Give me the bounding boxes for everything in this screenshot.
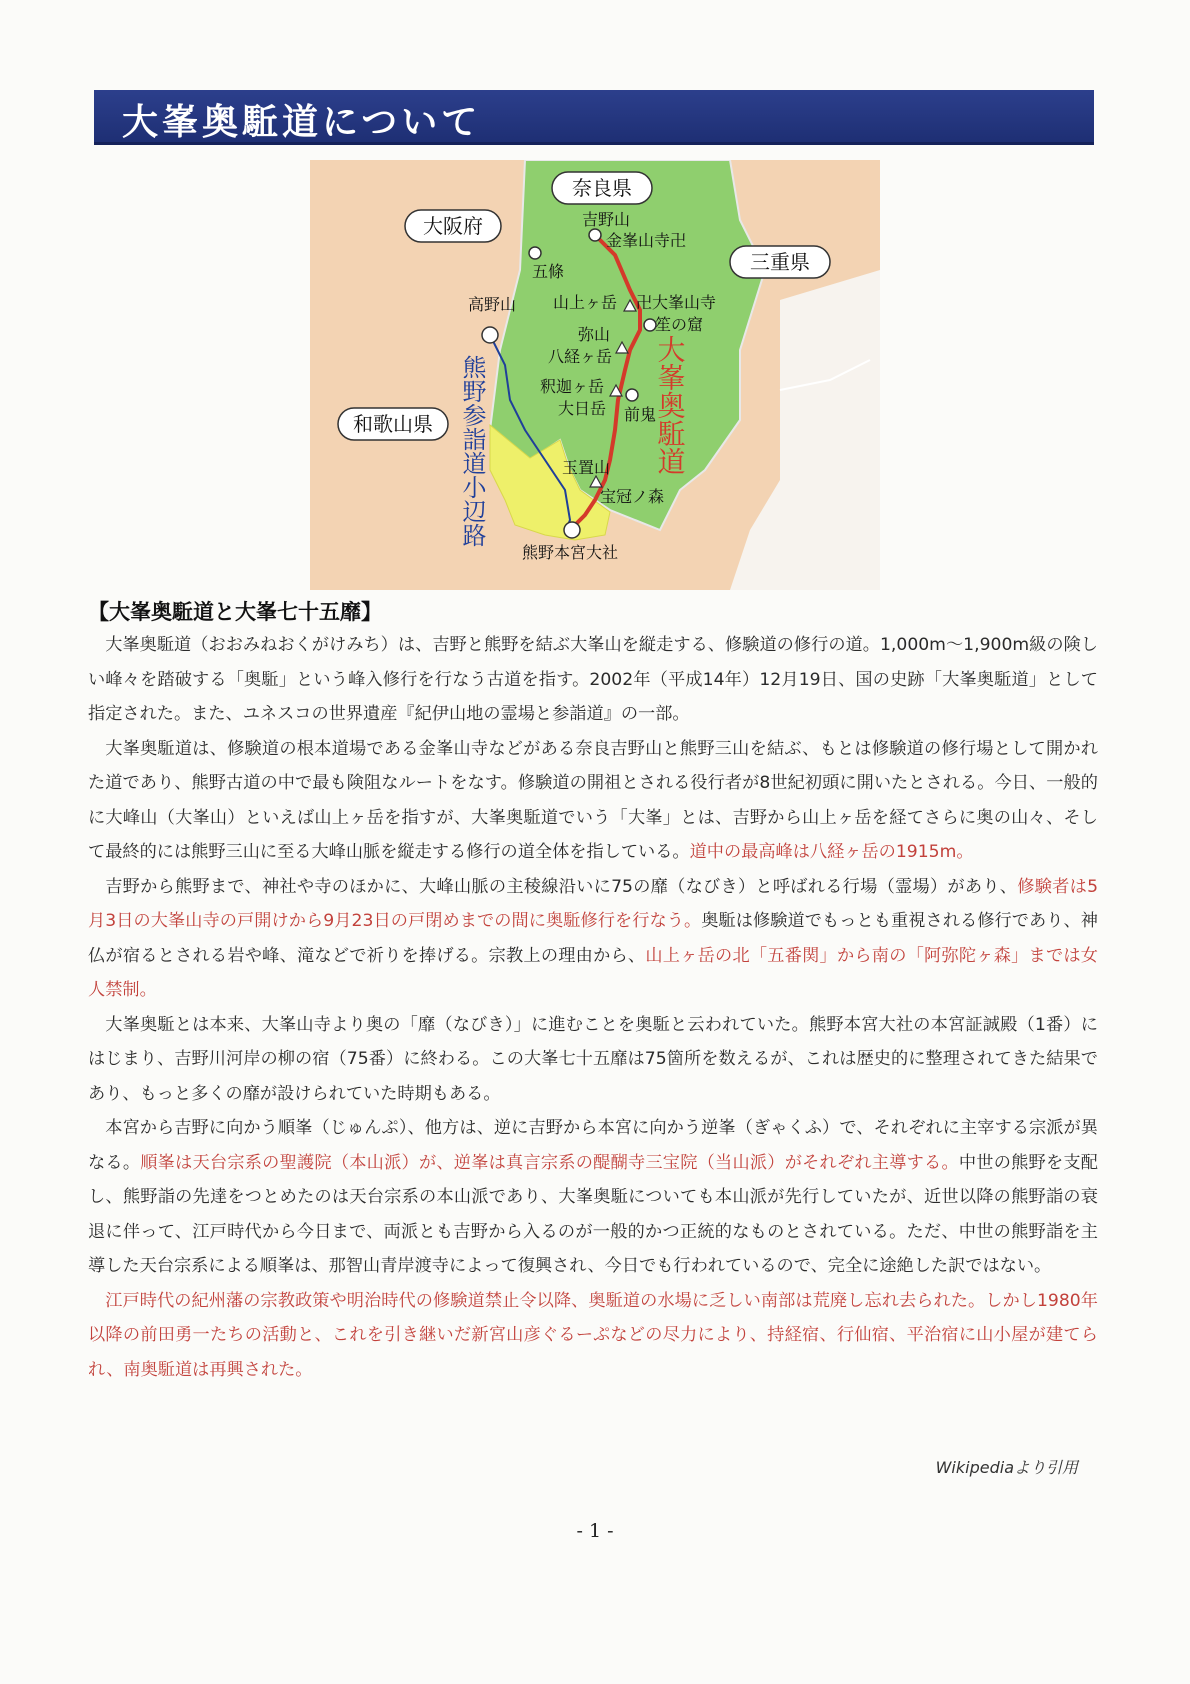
highlight-text: 江戸時代の紀州藩の宗教政策や明治時代の修験道禁止令以降、奥駈道の水場に乏しい南部は荒廃し忘れ去られた。しかし1980年以降の前田勇一たちの活動と、これを引き継いだ新宮山彦ぐるーぷなどの尽力により、持経宿、行仙宿、平治宿に山小屋が建てられ、南奥駈道は再興された。 xyxy=(88,1290,1098,1380)
body-text: 中世の熊野を支配し、熊野詣の先達をつとめたのは天台宗系の本山派であり、大峯奥駈についても本山派が先行していたが、近世以降の熊野詣の衰退に伴って、江戸時代から今日まで、両派とも吉野から入るのが一般的かつ正統的なものとされている。ただ、中世の熊野詣を主導した天台宗系による順峯は、那智山青岸渡寺によって復興され、今日でも行われているので、完全に途絶した訳ではない。 xyxy=(88,1152,1098,1276)
kinpusenji-label: 金峯山寺卍 xyxy=(606,231,687,250)
body-text: 大峯奥駈とは本来、大峯山寺より奥の「靡（なびき）」に進むことを奥駈と云われていた。熊野本宮大社の本宮証誠殿（1番）にはじまり、吉野川河岸の柳の宿（75番）に終わる。この大峯七十五靡は75箇所を数えるが、これは歴史的に整理されてきた結果であり、もっと多くの靡が設けられていた時期もある。 xyxy=(88,1014,1098,1104)
hongutaisha-label: 熊野本宮大社 xyxy=(522,543,619,562)
body-text: 吉野から熊野まで、神社や寺のほかに、大峰山脈の主稜線沿いに75の靡（なびき）と呼ばれる行場（霊場）があり、 xyxy=(105,876,1018,897)
dainichidake-label: 大日岳 xyxy=(558,399,607,418)
hakkyogatake-label: 八経ヶ岳 xyxy=(548,347,613,366)
section-heading: 【大峯奥駈道と大峯七十五靡】 xyxy=(88,600,382,624)
body-text: 大峯奥駈道（おおみねおくがけみち）は、吉野と熊野を結ぶ大峯山を縦走する、修験道の修行の道。1,000m～1,900m級の険しい峰々を踏破する「奥駈」という峰入修行を行なう古道を指す。2002年（平成14年）12月19日、国の史跡「大峯奥駈道」として指定された。また、ユネスコの世界遺産『紀伊山地の霊場と参詣道』の一部。 xyxy=(88,635,1098,724)
sanjogatake-label: 山上ヶ岳 xyxy=(553,293,618,312)
tamakisan-label: 玉置山 xyxy=(562,458,611,477)
article-body xyxy=(88,628,1098,1387)
yoshinoyama-marker xyxy=(589,229,601,241)
omine-route-label: 大峯奥駈道 xyxy=(653,335,687,475)
kohechi-route-label: 熊野参詣道小辺路 xyxy=(458,355,486,547)
citation: Wikipediaより引用 xyxy=(935,1458,1078,1477)
osaka-label: 大阪府 xyxy=(423,214,483,238)
hokannomori-label: 宝冠ノ森 xyxy=(600,487,665,506)
body-text: 大峯奥駈道は、修験道の根本道場である金峯山寺などがある奈良吉野山と熊野三山を結ぶ、もとは修験道の修行場として開かれた道であり、熊野古道の中で最も険阻なルートをなす。修験道の開祖とされる役行者が8世紀初頭に開いたとされる。今日、一般的に大峰山（大峯山）といえば山上ヶ岳を指すが、大峯奥駈道でいう「大峯」とは、吉野から山上ヶ岳を経てさらに奥の山々、そして最終的には熊野三山に至る大峰山脈を縦走する修行の道全体を指している。 xyxy=(88,738,1098,862)
mie-label: 三重県 xyxy=(750,250,810,274)
misen-label: 弥山 xyxy=(578,325,611,344)
article-paragraph xyxy=(88,1111,1098,1284)
oominesanji-label: 卍大峯山寺 xyxy=(636,293,717,312)
highlight-text: 山上ヶ岳の北「五番関」から南の「阿弥陀ヶ森」までは女人禁制。 xyxy=(88,945,1098,1000)
article-paragraph xyxy=(88,628,1098,732)
zenki-label: 前鬼 xyxy=(624,405,657,424)
body-text: 奥駈は修験道でもっとも重視される修行であり、神仏が宿るとされる岩や峰、滝などで祈りを捧げる。宗教上の理由から、 xyxy=(88,911,1098,966)
yoshinoyama-label: 吉野山 xyxy=(582,210,631,229)
hongutaisha-marker xyxy=(564,522,580,538)
shonoiwaya-label: 笙の窟 xyxy=(655,315,704,334)
route-map-svg xyxy=(310,160,880,590)
route-map xyxy=(310,160,880,590)
article-paragraph xyxy=(88,870,1098,1008)
highlight-text: 順峯は天台宗系の聖護院（本山派）が、逆峯は真言宗系の醍醐寺三宝院（当山派）がそれぞれ主導する。 xyxy=(140,1152,959,1173)
gojo-label: 五條 xyxy=(532,262,565,281)
zenki-marker xyxy=(626,389,638,401)
koyasan-label: 高野山 xyxy=(468,295,517,314)
shakagatake-label: 釈迦ヶ岳 xyxy=(540,377,605,396)
koyasan-marker xyxy=(482,327,498,343)
highlight-text: 修験者は5月3日の大峯山寺の戸開けから9月23日の戸閉めまでの間に奥駈修行を行なう。 xyxy=(88,876,1099,931)
page-number: - 1 - xyxy=(576,1520,614,1542)
article-paragraph xyxy=(88,732,1098,870)
article-paragraph xyxy=(88,1284,1098,1388)
page-title: 大峯奥駈道について xyxy=(122,102,482,143)
gojo-marker xyxy=(529,247,541,259)
wakayama-label: 和歌山県 xyxy=(353,412,433,436)
page-title-bar xyxy=(94,90,1094,145)
nara-label: 奈良県 xyxy=(572,176,632,200)
highlight-text: 道中の最高峰は八経ヶ岳の1915m。 xyxy=(689,842,974,862)
article-paragraph xyxy=(88,1008,1098,1112)
body-text: 本宮から吉野に向かう順峯（じゅんぷ）、他方は、逆に吉野から本宮に向かう逆峯（ぎゃくふ）で、それぞれに主宰する宗派が異なる。 xyxy=(88,1118,1098,1173)
